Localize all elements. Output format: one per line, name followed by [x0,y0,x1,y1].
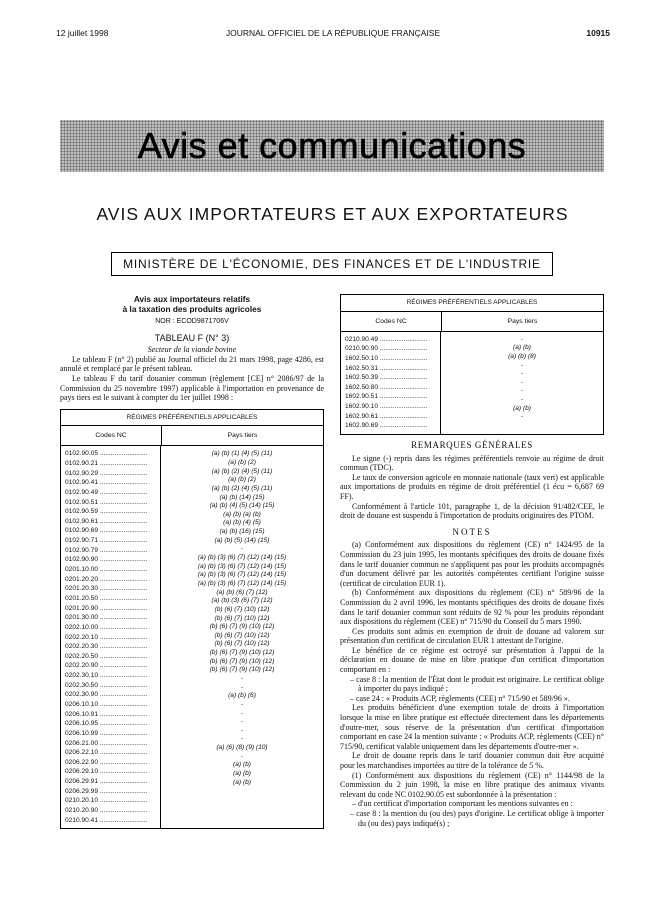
table-cell-code: 1602.50.31 .......................... [345,364,428,372]
table-cell-code: 0102.90.29 .......................... [65,469,148,477]
ministry-box: MINISTÈRE DE L'ÉCONOMIE, DES FINANCES ET DE L'INDUSTRIE [111,252,553,276]
table-cell-pays: (b) (6) (7) (10) (12) [214,640,270,648]
header-date: 12 juillet 1998 [56,28,109,38]
table-cell-code: 0201.10.00 .......................... [65,566,148,574]
table-cell-pays: - [240,683,244,691]
table-cell-pays: (a) (b) (4) (5) (14) (15) [209,502,275,510]
nor-reference: NOR : ECOD9871706V [155,318,229,325]
codes-column [61,446,161,828]
notes-title: NOTES [452,526,492,537]
note: Ces produits sont admis en exemption de droit de douane ad valorem sur présentation d'un certificat de circulation EUR 1 attestant de l'origine. [340,626,604,646]
table-cell-pays: (a) (b) (6) (7) (12) [216,588,268,596]
note: (1) Conformément aux dispositions du règlement (CE) n° 1144/98 de la Commission du 2 juin 1998, la mise en libre pratique des animaux vivants relevant du code NC 0102.90.05 est subordonnée à la présentation : [340,770,604,799]
table-cell-pays: (a) (b) [233,761,251,769]
table-cell-code: 0206.29.99 .......................... [65,787,148,795]
table-body [341,332,603,434]
table-cell-pays: (a) (b) (1) (4) (5) (11) [211,450,273,458]
table-cell-code: 0202.20.10 .......................... [65,633,148,641]
table-cell-code: 0206.21.00 .......................... [65,739,148,747]
table-cell-pays: (a) (b) (8) [508,352,536,360]
table-cell-code: 0210.90.41 .......................... [65,816,148,824]
remark: Le taux de conversion agricole en monnaie nationale (taux vert) est applicable aux importations de produits en régime de droit préférentiel (1 écu = 6,687 69 FF). [340,472,604,501]
table-cell-pays: - [240,675,244,682]
col-header-codes: Codes NC [61,426,162,445]
pays-column [441,332,603,434]
right-column [340,294,604,828]
table-cell-pays: - [520,378,524,386]
table-cell-pays: (a) (b) [233,778,251,786]
table-cell-code: 0102.90.21 .......................... [65,459,148,467]
table-cell-code: 0206.22.90 .......................... [65,758,148,766]
table-cell-pays: (a) (b) [233,770,251,778]
table-cell-code: 1602.50.10 .......................... [345,354,428,362]
table-cell-code: 0206.10.95 .......................... [65,720,148,728]
table-cell-pays: (b) (6) (7) (9) (10) (12) [209,657,275,665]
codes-column [341,332,441,434]
tariff-table-right [340,294,604,435]
table-cell-code: 0102.90.79 .......................... [65,546,148,554]
table-cell-code: 0206.22.10 .......................... [65,749,148,757]
table-cell-code: 0102.90.69 .......................... [65,527,148,535]
table-cell-pays: (a) (b) (5) (14) (15) [214,536,270,544]
table-header [61,426,323,446]
tariff-table-left [60,409,324,830]
table-cell-pays: - [520,370,524,378]
table-cell-code: 0206.10.91 .......................... [65,710,148,718]
table-cell-code: 0202.10.00 .......................... [65,623,148,631]
table-cell-pays: (a) (b) (3) (6) (7) (12) [211,597,273,605]
table-cell-pays: (b) (6) (7) (10) (12) [214,631,270,639]
table-cell-code: 0102.90.90 .......................... [65,556,148,564]
table-cell-code: 0202.30.90 .......................... [65,691,148,699]
notice-title-2: à la taxation des produits agricoles [122,304,262,314]
table-cell-pays: (a) (b) (6) [228,692,256,700]
paragraph: Le tableau F (n° 2) publié au Journal officiel du 21 mars 1998, page 4286, est annulé et remplacé par le présent tableau. [60,354,324,374]
table-cell-code: 0201.20.20 .......................... [65,575,148,583]
note: Le bénéfice de ce régime est octroyé sur présentation à l'appui de la déclaration en douane de mise en libre pratique d'un certificat d'importation comportant en : [340,645,604,675]
table-cell-code: 1602.90.51 .......................... [345,393,428,401]
remarks-title: REMARQUES GÉNÉRALES [411,440,533,450]
table-cell-pays: - [520,413,524,421]
table-cell-code: 0202.30.50 .......................... [65,681,148,689]
table-cell-code: 0206.10.10 .......................... [65,701,148,708]
table-cell-pays: (b) (6) (7) (10) (12) [214,614,270,622]
table-cell-code: 0210.90.90 .......................... [345,345,428,353]
section-banner [60,120,604,172]
table-cell-code: 0201.20.90 .......................... [65,604,148,612]
notice-title-1: Avis aux importateurs relatifs [133,294,251,304]
table-cell-pays: - [240,545,244,553]
table-cell-code: 0210.90.49 .......................... [345,335,428,343]
note-case: – case 8 : la mention de l'État dont le produit est originaire. Le certificat oblige à importer du pays indiqué ; [350,674,604,694]
table-cell-pays: - [240,718,244,726]
table-cell-pays: (a) (b) (2) [228,458,256,466]
page-header [56,28,610,40]
note: (a) Conformément aux dispositions du règlement (CE) n° 1424/95 de la Commission du 23 juin 1995, les montants spécifiques des droits de douane fixés dans le tarif douanier commun ne s'appliquent pas pour les produits accompagnés d'un document délivré par les autorités compétentes certifiant l'origine suisse (certificat de circulation EUR 1). [340,540,604,588]
col-header-codes: Codes NC [341,312,442,331]
header-page-number: 10915 [586,28,610,38]
note-case: – case 24 : « Produits ACP, règlements (CEE) n° 715/90 et 589/96 ». [350,693,570,703]
table-cell-pays: (a) (b) (3) (6) (7) (12) (14) (15) [197,579,287,587]
table-cell-code: 1602.50.80 .......................... [345,383,428,391]
table-cell-pays: - [240,752,244,760]
table-cell-code: 1602.90.10 .......................... [345,403,428,411]
table-cell-code: 0202.20.90 .......................... [65,662,148,670]
pays-column [161,446,323,828]
table-cell-code: 0102.90.71 .......................... [65,537,148,545]
section-title: AVIS AUX IMPORTATEURS ET AUX EXPORTATEURS [96,204,569,224]
table-cell-code: 1602.50.39 .......................... [345,374,428,382]
table-cell-pays: (a) (b) (14) (15) [219,493,265,501]
table-cell-pays: - [240,726,244,734]
note-case: – case 8 : la mention du (ou des) pays d'origine. Le certificat oblige à importer du (ou des) pays indiqué(s) ; [350,808,604,828]
table-cell-code: 0102.90.61 .......................... [65,517,148,525]
table-cell-pays: (a) (b) (2) (4) (5) (11) [211,484,273,492]
table-cell-pays: - [520,361,524,369]
col-header-pays: Pays tiers [507,317,538,325]
header-journal: JOURNAL OFFICIEL DE LA RÉPUBLIQUE FRANÇAISE [225,28,441,38]
table-cell-code: 0102.90.59 .......................... [65,508,148,516]
table-cell-pays: (a) (b) (3) (6) (7) (12) (14) (15) [197,562,287,570]
table-cell-pays: (a) (6) (8) (9) (10) [216,744,268,752]
table-cell-code: 0206.29.91 .......................... [65,778,148,786]
table-cell-pays: (b) (6) (7) (10) (12) [214,605,270,613]
paragraph: Le tableau F du tarif douanier commun (règlement [CE] n° 2086/97 de la Commission du 25 novembre 1997) applicable à l'importation en provenance de pays tiers est le suivant à compter du 1er juillet 1998 : [60,373,324,403]
table-cell-pays: (b) (6) (7) (9) (10) (12) [209,623,275,631]
note: – d'un certificat d'importation comportant les mentions suivantes en : [352,799,573,809]
table-cell-pays: - [240,700,244,708]
sector-title: Secteur de la viande bovine [147,345,237,355]
table-cell-code: 0201.20.50 .......................... [65,594,148,602]
note: (b) Conformément aux dispositions du règlement (CE) n° 589/96 de la Commission du 2 avril 1996, les montants spécifiques des droits de douane fixés dans le tarif douanier commun sont réduits de 92 % pour les produits répondant aux dispositions du règlement (CEE) n° 715/90 du Conseil du 5 mars 1990. [340,588,604,627]
table-cell-code: 0202.20.50 .......................... [65,652,148,660]
table-cell-pays: (a) (b) (a) (b) [223,510,261,518]
table-cell-pays: - [240,709,244,717]
table-cell-pays: (b) (6) (7) (9) (10) (12) [209,649,275,657]
table-cell-code: 0202.30.10 .......................... [65,672,148,680]
table-cell-pays: (a) (b) (2) [228,476,256,484]
banner-title: Avis et communications [137,125,527,166]
table-cell-code: 0102.90.49 .......................... [65,488,148,496]
table-cell-pays: - [520,396,524,404]
col-header-pays: Pays tiers [227,432,258,440]
table-cell-pays: (a) (b) (3) (6) (7) (12) (14) (15) [197,571,287,579]
note: Les produits bénéficient d'une exemption totale de droits à l'importation lorsque la mise en libre pratique est effectuée directement dans les départements d'outre-mer, sous réserve de la présentation d'un certificat d'importation comportant en case 24 la mention suivante : « Produits ACP, règlements (CEE) n° 715/90, certificat valable uniquement dans les départements d'outre-mer ». [340,703,604,751]
left-column [60,294,324,829]
table-cell-code: 0201.20.30 .......................... [65,585,148,593]
table-cell-pays: - [240,735,244,743]
table-cell-pays: (a) (b) [513,404,531,412]
remark: Conformément à l'article 101, paragraphe 1, de la décision 91/482/CEE, le droit de douane est suspendu à l'importation de produits originaires des PTOM. [340,501,604,521]
tableau-title: TABLEAU F (N° 3) [154,332,230,343]
table-cell-code: 0210.20.10 .......................... [65,797,148,805]
table-cell-code: 0210.20.90 .......................... [65,807,148,815]
table-cell-code: 0202.20.30 .......................... [65,643,148,651]
table-cell-pays: (b) (6) (7) (9) (10) (12) [209,666,275,674]
table-cell-pays: (a) (b) (16) (15) [219,528,265,536]
table-cell-code: 0102.90.51 .......................... [65,498,148,506]
table-cell-pays: (a) (b) [513,344,531,352]
table-cell-pays: (a) (b) (3) (6) (7) (12) (14) (15) [197,554,287,562]
table-caption: RÉGIMES PRÉFÉRENTIELS APPLICABLES [61,410,323,427]
table-cell-pays: - [520,335,524,343]
table-cell-code: 0201.30.00 .......................... [65,614,148,622]
table-cell-code: 0102.90.41 .......................... [65,479,148,487]
table-cell-pays: (a) (b) (4) (5) [223,519,261,527]
table-cell-code: 1602.90.69 .......................... [345,422,428,430]
table-cell-pays: (a) (b) (2) (4) (5) (11) [211,467,273,475]
table-cell-code: 1602.90.61 .......................... [345,412,428,420]
note: Le droit de douane repris dans le tarif douanier commun doit être acquitté pour les marchandises importées au titre de la tolérance de 5 %. [340,751,604,770]
table-caption: RÉGIMES PRÉFÉRENTIELS APPLICABLES [341,295,603,312]
table-cell-pays: - [520,387,524,395]
remark: Le signe (-) repris dans les régimes préférentiels renvoie au régime de droit commun (TDC). [340,453,604,473]
table-cell-code: 0206.29.10 .......................... [65,768,148,776]
table-header [341,312,603,332]
table-cell-code: 0102.90.05 .......................... [65,450,148,458]
table-cell-code: 0206.10.99 .......................... [65,729,148,737]
table-body [61,446,323,828]
